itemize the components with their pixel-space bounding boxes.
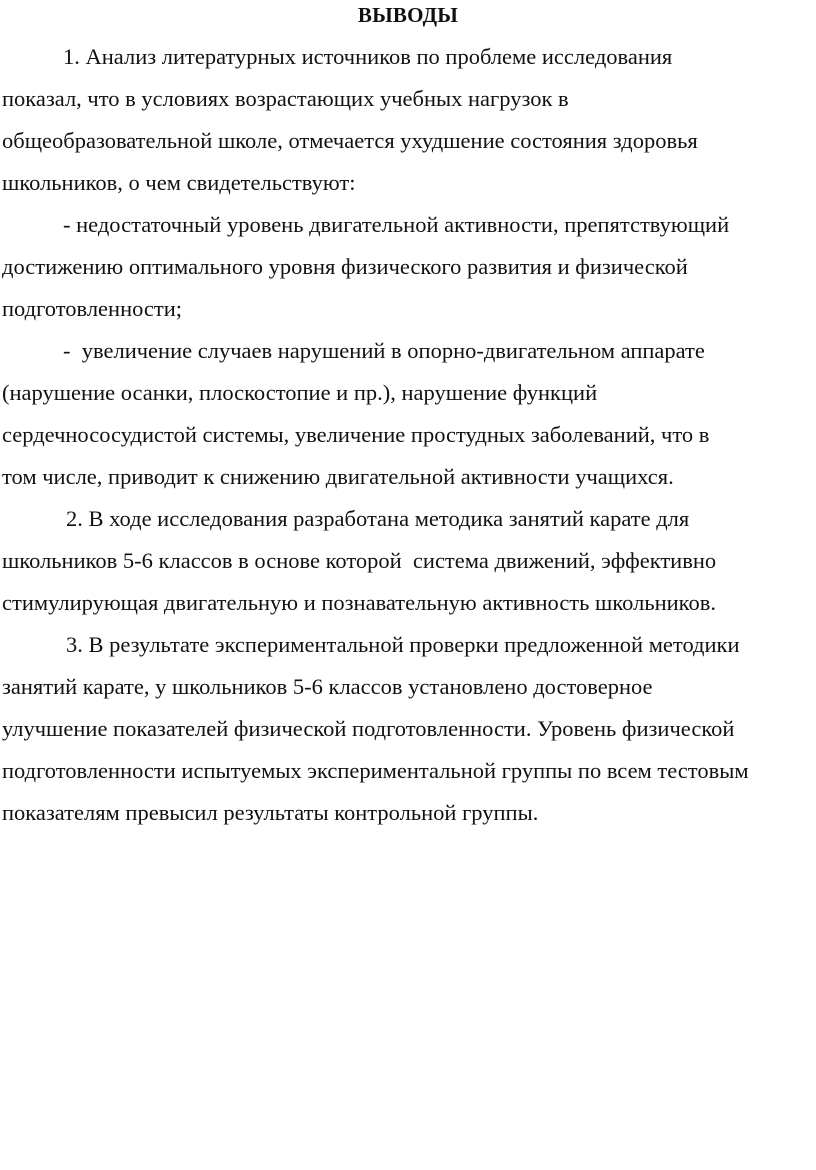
- text-line: занятий карате, у школьников 5-6 классов установлено достоверное: [2, 674, 653, 699]
- text-line: школьников, о чем свидетельствуют:: [2, 170, 356, 195]
- text-line: показателям превысил результаты контрольной группы.: [2, 800, 539, 825]
- text-line: подготовленности;: [2, 296, 183, 321]
- text-line: достижению оптимального уровня физического развития и физической: [2, 254, 688, 279]
- text-line: 3. В результате экспериментальной проверки предложенной методики: [66, 632, 740, 657]
- text-line: показал, что в условиях возрастающих учебных нагрузок в: [2, 86, 569, 111]
- text-line: школьников 5-6 классов в основе которой система движений, эффективно: [2, 548, 717, 573]
- text-line: общеобразовательной школе, отмечается ухудшение состояния здоровья: [2, 128, 698, 153]
- text-line: том числе, приводит к снижению двигательной активности учащихся.: [2, 464, 674, 489]
- text-line: улучшение показателей физической подготовленности. Уровень физической: [2, 716, 735, 741]
- text-line: - недостаточный уровень двигательной активности, препятствующий: [63, 212, 730, 237]
- text-line: 1. Анализ литературных источников по проблеме исследования: [63, 44, 673, 69]
- text-line: 2. В ходе исследования разработана методика занятий карате для: [66, 506, 690, 531]
- page-title: ВЫВОДЫ: [357, 3, 459, 27]
- text-line: - увеличение случаев нарушений в опорно-двигательном аппарате: [63, 338, 705, 363]
- text-line: сердечнососудистой системы, увеличение простудных заболеваний, что в: [2, 422, 710, 447]
- text-line: (нарушение осанки, плоскостопие и пр.), нарушение функций: [2, 380, 598, 405]
- text-line: подготовленности испытуемых экспериментальной группы по всем тестовым: [2, 758, 749, 783]
- text-line: стимулирующая двигательную и познавательную активность школьников.: [2, 590, 716, 615]
